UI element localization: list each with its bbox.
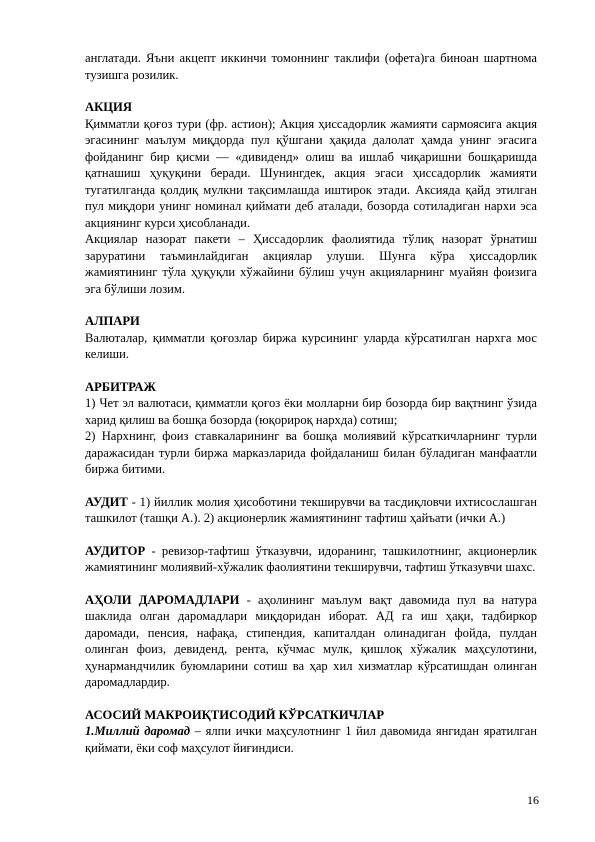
auditor-entry (85, 543, 537, 576)
asosiy-heading: АСОСИЙ МАКРОИҚТИСОДИЙ КЎРСАТКИЧЛАР (85, 707, 385, 722)
aksiya-definition: Қимматли қоғоз тури (фр. астион); Акция ҳиссадорлик жамияти сармоясига акция эгасининг маълум миқдорда пул қўшгани ҳақида далолат ҳамда унинг эгасига фойданинг бир қисми — «дивиденд» олиш ва ишлаб чиқаришни бошқаришда қатнашиш ҳуқуқини беради. Шунингдек, акция эгаси ҳиссадорлик жамияти тугатилганда қолдиқ мулкни тақсимлашда иштирок этади. Аксияда қайд этилган пул миқдори унинг номинал қиймати деб аталади, бозорда сотиладиган нархи эса акциянинг курси ҳисобланади. (85, 116, 537, 230)
alpari-heading: АЛПАРИ (85, 314, 140, 328)
aksiya-control-package: Акциялар назорат пакети – Ҳиссадорлик фаолиятида тўлиқ назорат ўрнатиш заруратини таъминлайдиган акциялар улуши. Шунга кўра ҳиссадорлик жамиятининг тўла ҳуқуқли хўжайини бўлиш учун акцияларнинг муайян фоизига эга бўлиши лозим. (85, 232, 537, 296)
audit-entry (85, 494, 537, 527)
page-content (85, 50, 537, 756)
auditor-term: АУДИТОР (85, 543, 146, 558)
aholi-daromadlari-term: АҲОЛИ ДАРОМАДЛАРИ (85, 592, 240, 607)
arbitrazh-definition-1: 1) Чет эл валютаси, қимматли қоғоз ёки молларни бир бозорда бир вақтнинг ўзида харид қилиш ва бошқа бозорда (юқорироқ нархда) сотиш; (85, 396, 537, 427)
milliy-daromad-entry (85, 723, 537, 756)
milliy-daromad-term: 1.Миллий даромад (85, 724, 191, 738)
milliy-daromad-definition: – ялпи ички маҳсулотнинг 1 йил давомида янгидан яратилган қиймати, ёки соф маҳсулот йиғиндиси. (85, 724, 537, 755)
audit-definition: - 1) йиллик молия ҳисоботини текширувчи ва тасдиқловчи ихтисослашган ташкилот (ташқи А.). 2) акционерлик жамиятининг тафтиш ҳайъати (ички А.) (85, 494, 537, 525)
aholi-daromadlari-definition: - аҳолининг маълум вақт давомида пул ва натура шаклида олган даромадлари миқдоридан иборат. АД га иш ҳақи, тадбиркор даромади, пенсия, нафақа, стипендия, капиталдан олинадиган фойда, пулдан олинган фоиз, девиденд, рента, кўчмас мулк, қишлоқ хўжалик маҳсулотини, ҳунармандчилик буюмларини сотиш ва ҳар хил хизматлар кўрсатишдан олинган даромадлардир. (85, 592, 537, 689)
arbitrazh-definition-2: 2) Нархнинг, фоиз ставкаларининг ва бошқа молиявий кўрсаткичларнинг турли даражасидан турли биржа марказларида фойдаланиш билан бўладиган манфаатли биржа битими. (85, 429, 537, 476)
alpari-definition: Валюталар, қимматли қоғозлар биржа курсининг уларда кўрсатилган нархга мос келиши. (85, 330, 537, 361)
page-number: 16 (527, 793, 539, 807)
arbitrazh-heading: АРБИТРАЖ (85, 379, 156, 394)
intro-paragraph: англатади. Яъни акцепт иккинчи томоннинг таклифи (офета)га биноан шартнома тузишга розилик. (85, 51, 537, 82)
aksiya-heading: АКЦИЯ (85, 100, 132, 114)
audit-term: АУДИТ (85, 494, 128, 509)
auditor-definition: - ревизор-тафтиш ўтказувчи, идоранинг, ташкилотнинг, акционерлик жамиятининг молиявий-хўжалик фаолиятини текширувчи, тафтиш ўтказувчи шахс. (85, 543, 537, 574)
aholi-daromadlari-entry (85, 592, 537, 691)
